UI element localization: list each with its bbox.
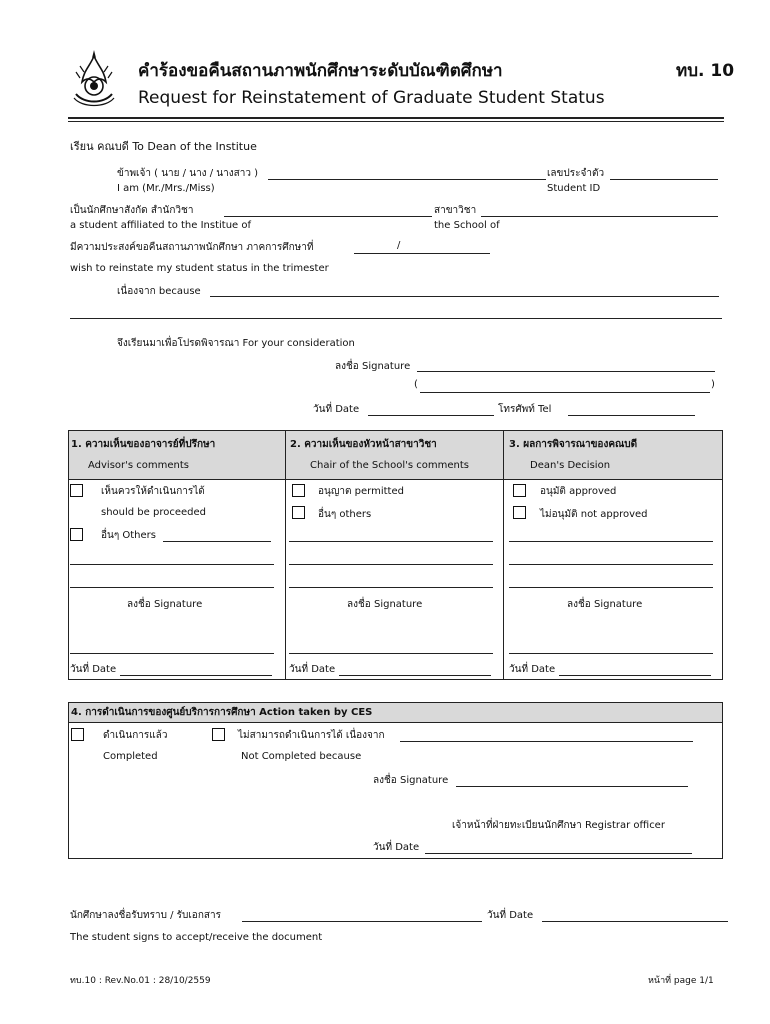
ces-date-field[interactable] xyxy=(425,853,692,854)
title-thai: คำร้องขอคืนสถานภาพนักศึกษาระดับบัณฑิตศึกษา xyxy=(138,61,503,81)
school-label-en: the School of xyxy=(434,220,500,231)
wish-label-th: มีความประสงค์ขอคืนสถานภาพนักศึกษา ภาคการศึกษาที่ xyxy=(70,242,314,253)
name-label-th: ข้าพเจ้า ( นาย / นาง / นางสาว ) xyxy=(117,168,259,179)
option-permitted: อนุญาต permitted xyxy=(318,486,404,497)
school-label-th: สาขาวิชา xyxy=(434,205,477,216)
paren-open: ( xyxy=(414,379,418,390)
student-id-field[interactable] xyxy=(610,179,718,180)
option-others-advisor: อื่นๆ Others xyxy=(101,530,156,541)
checkbox-not-completed[interactable] xyxy=(212,728,225,741)
title-english: Request for Reinstatement of Graduate Student Status xyxy=(138,88,605,108)
reason-field-2[interactable] xyxy=(70,318,722,319)
receipt-date-label: วันที่ Date xyxy=(487,910,534,921)
name-label-en: I am (Mr./Mrs./Miss) xyxy=(117,183,215,194)
option-proceed-en: should be proceeded xyxy=(101,507,206,518)
chair-signature: ลงชื่อ Signature xyxy=(347,599,423,610)
trimester-field[interactable] xyxy=(354,253,490,254)
dean-date-field[interactable] xyxy=(559,675,711,676)
option-approved: อนุมัติ approved xyxy=(540,486,617,497)
signature-field[interactable] xyxy=(417,371,715,372)
affiliated-label-en: a student affiliated to the Institue of xyxy=(70,220,252,231)
column-divider xyxy=(503,431,504,679)
trimester-separator: / xyxy=(397,240,401,251)
ces-reason-field[interactable] xyxy=(400,741,693,742)
advisor-head-en: Advisor's comments xyxy=(88,460,190,471)
signature-label: ลงชื่อ Signature xyxy=(335,361,411,372)
dean-comment-line[interactable] xyxy=(509,541,713,542)
dean-comment-line[interactable] xyxy=(509,564,713,565)
dean-head-en: Dean's Decision xyxy=(530,460,611,471)
chair-date-field[interactable] xyxy=(339,675,491,676)
option-proceed-th: เห็นควรให้ดำเนินการได้ xyxy=(101,486,205,497)
column-divider xyxy=(285,431,286,679)
because-label: เนื่องจาก because xyxy=(117,286,201,297)
receipt-label: นักศึกษาลงชื่อรับทราบ / รับเอกสาร xyxy=(70,910,221,921)
header-divider xyxy=(68,117,724,119)
dean-signature-line[interactable] xyxy=(509,653,713,654)
ces-done-th: ดำเนินการแล้ว xyxy=(103,730,168,741)
university-seal-icon xyxy=(70,48,118,110)
checkbox-others-advisor[interactable] xyxy=(70,528,83,541)
ces-signature-field[interactable] xyxy=(456,786,688,787)
option-not-approved: ไม่อนุมัติ not approved xyxy=(540,509,648,520)
ces-signature: ลงชื่อ Signature xyxy=(373,775,449,786)
advisor-date-field[interactable] xyxy=(120,675,272,676)
header-divider-thin xyxy=(68,121,724,122)
dean-head-th: 3. ผลการพิจารณาของคณบดี xyxy=(509,439,638,450)
option-others-chair: อื่นๆ others xyxy=(318,509,372,520)
receipt-signature-field[interactable] xyxy=(242,921,482,922)
chair-comment-line[interactable] xyxy=(289,587,493,588)
checkbox-completed[interactable] xyxy=(71,728,84,741)
receipt-note: The student signs to accept/receive the document xyxy=(70,932,323,943)
ces-done-en: Completed xyxy=(103,751,158,762)
affiliated-label-th: เป็นนักศึกษาสังกัด สำนักวิชา xyxy=(70,205,194,216)
advisor-comment-line[interactable] xyxy=(70,564,274,565)
institute-field[interactable] xyxy=(224,216,432,217)
advisor-signature: ลงชื่อ Signature xyxy=(127,599,203,610)
ces-date: วันที่ Date xyxy=(373,842,420,853)
dean-signature: ลงชื่อ Signature xyxy=(567,599,643,610)
ces-head: 4. การดำเนินการของศูนย์บริการการศึกษา Action taken by CES xyxy=(71,707,373,718)
page-number: หน้าที่ page 1/1 xyxy=(648,976,714,986)
ces-notdone-th: ไม่สามารถดำเนินการได้ เนื่องจาก xyxy=(238,730,385,741)
tel-label: โทรศัพท์ Tel xyxy=(498,404,552,415)
checkbox-proceed[interactable] xyxy=(70,484,83,497)
checkbox-permitted[interactable] xyxy=(292,484,305,497)
checkbox-others-chair[interactable] xyxy=(292,506,305,519)
wish-label-en: wish to reinstate my student status in the trimester xyxy=(70,263,329,274)
checkbox-not-approved[interactable] xyxy=(513,506,526,519)
chair-date: วันที่ Date xyxy=(289,664,336,675)
advisor-comment-line[interactable] xyxy=(70,587,274,588)
advisor-head-th: 1. ความเห็นของอาจารย์ที่ปรึกษา xyxy=(71,439,216,450)
revision-info: ทบ.10 : Rev.No.01 : 28/10/2559 xyxy=(70,976,211,986)
advisor-date: วันที่ Date xyxy=(70,664,117,675)
reason-field[interactable] xyxy=(210,296,719,297)
paren-close: ) xyxy=(711,379,715,390)
student-id-label-th: เลขประจำตัว xyxy=(547,168,605,179)
chair-signature-line[interactable] xyxy=(289,653,493,654)
dean-date: วันที่ Date xyxy=(509,664,556,675)
chair-head-th: 2. ความเห็นของหัวหน้าสาขาวิชา xyxy=(290,439,437,450)
ces-officer: เจ้าหน้าที่ฝ่ายทะเบียนนักศึกษา Registrar officer xyxy=(452,820,665,831)
to-line: เรียน คณบดี To Dean of the Institue xyxy=(70,140,257,153)
date-label: วันที่ Date xyxy=(313,404,360,415)
student-id-label-en: Student ID xyxy=(547,183,601,194)
ces-notdone-en: Not Completed because xyxy=(241,751,362,762)
consideration-text: จึงเรียนมาเพื่อโปรดพิจารณา For your consideration xyxy=(117,338,355,349)
tel-field[interactable] xyxy=(568,415,695,416)
printed-name-field[interactable] xyxy=(420,392,710,393)
others-advisor-field[interactable] xyxy=(163,541,271,542)
dean-comment-line[interactable] xyxy=(509,587,713,588)
school-field[interactable] xyxy=(481,216,718,217)
name-field[interactable] xyxy=(268,179,546,180)
chair-comment-line[interactable] xyxy=(289,541,493,542)
date-field[interactable] xyxy=(368,415,494,416)
advisor-signature-line[interactable] xyxy=(70,653,274,654)
form-code: ทบ. 10 xyxy=(676,61,735,81)
receipt-date-field[interactable] xyxy=(542,921,728,922)
checkbox-approved[interactable] xyxy=(513,484,526,497)
chair-head-en: Chair of the School's comments xyxy=(310,460,469,471)
chair-comment-line[interactable] xyxy=(289,564,493,565)
